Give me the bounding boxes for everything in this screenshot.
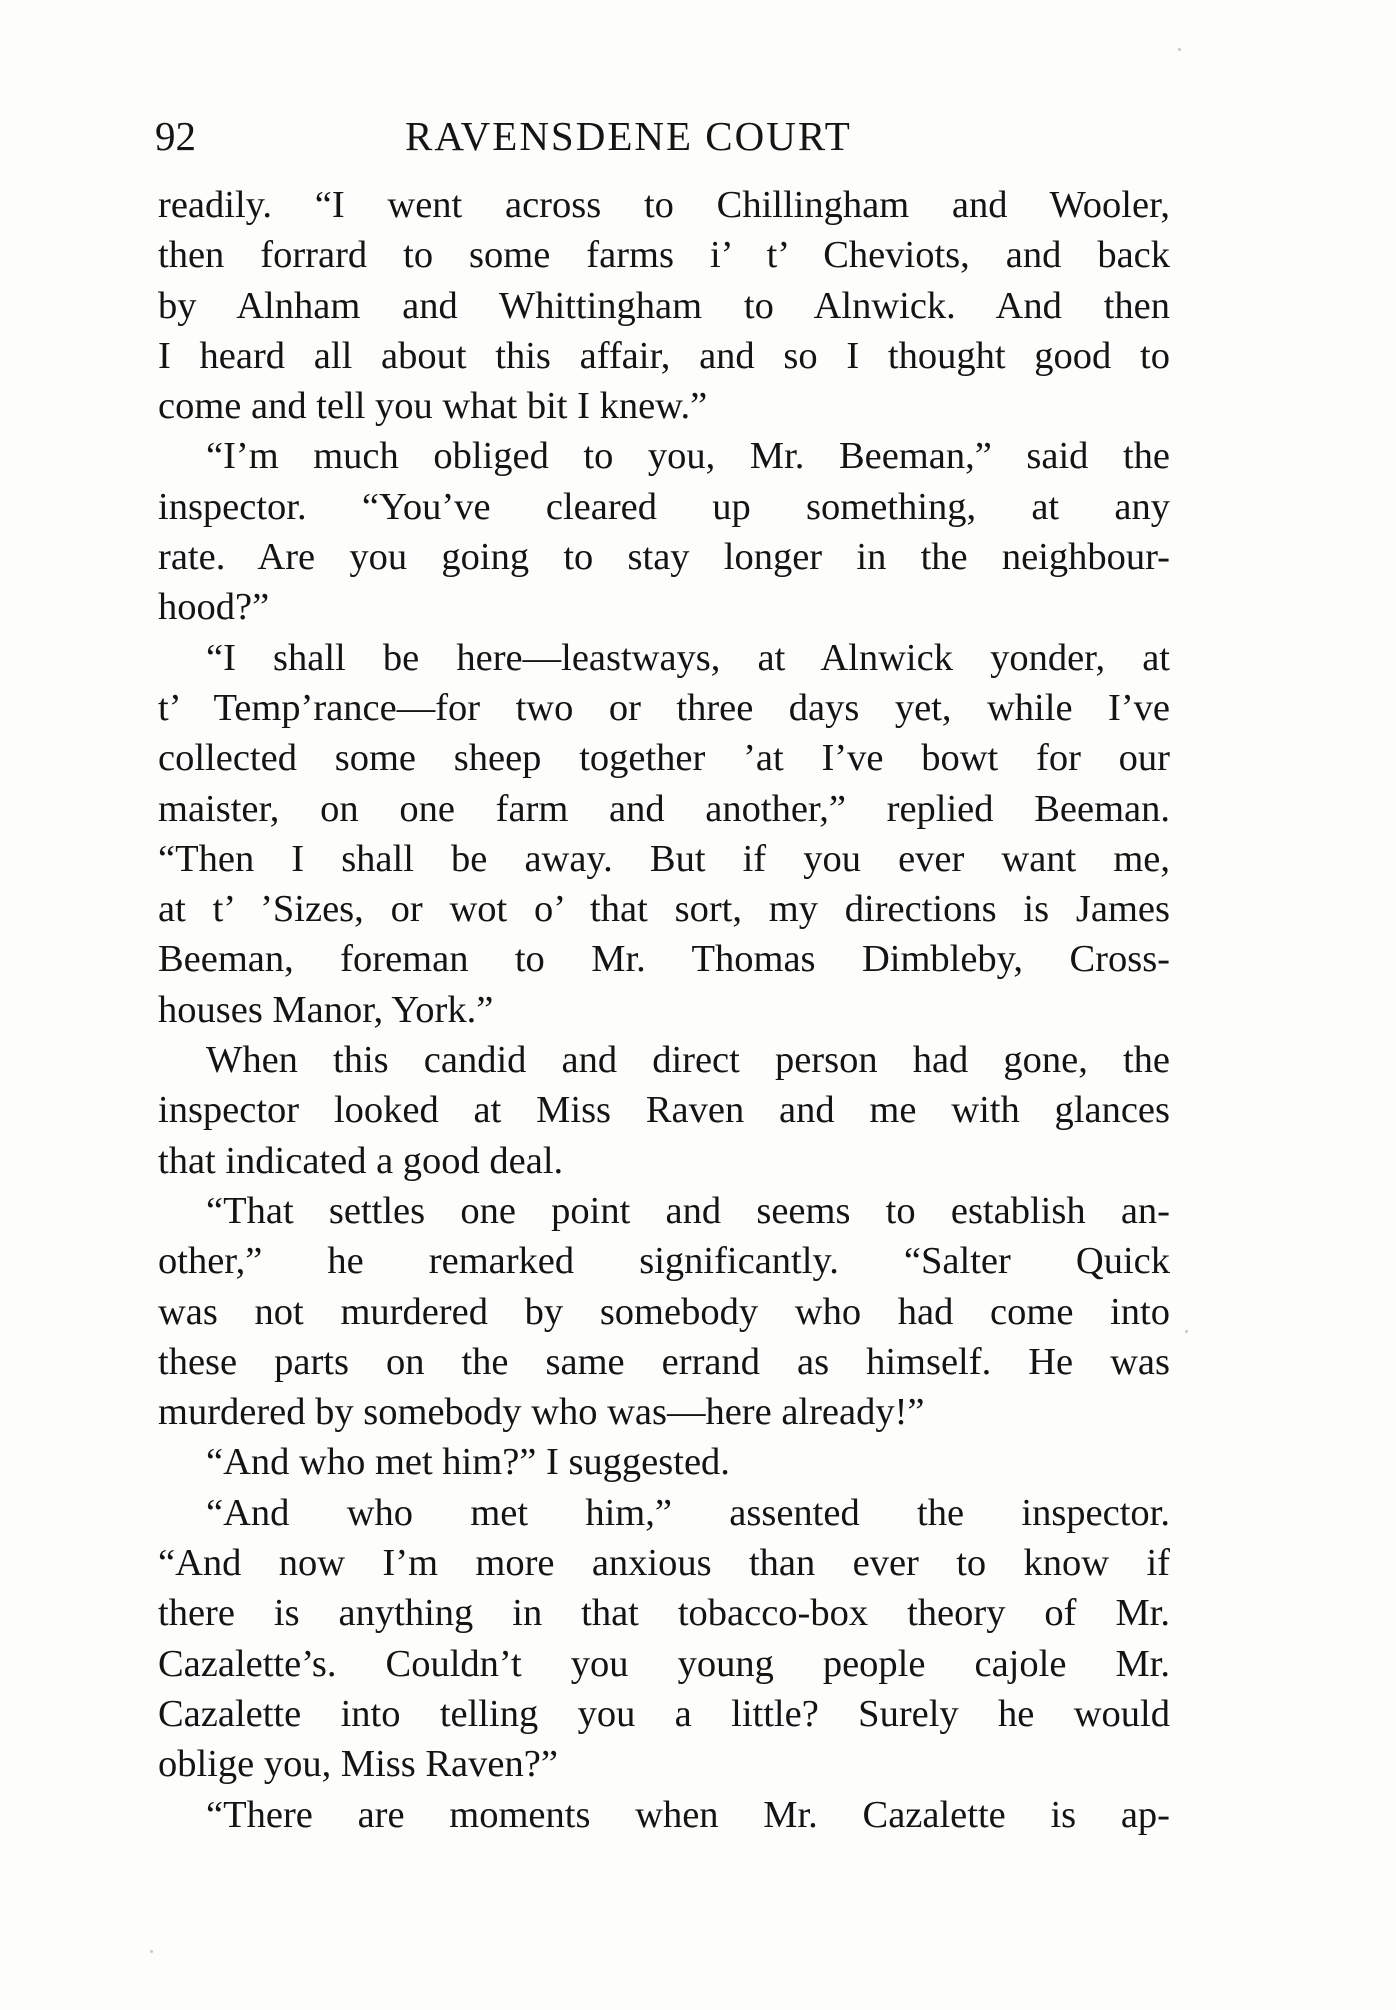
text-line: t’ Temp’rance—for two or three days yet, while I’ve bbox=[158, 686, 1170, 729]
text-line: houses Manor, York.” bbox=[158, 988, 494, 1031]
text-line: “There are moments when Mr. Cazalette is ap- bbox=[206, 1793, 1170, 1836]
text-line: oblige you, Miss Raven?” bbox=[158, 1743, 558, 1786]
text-line: I heard all about this affair, and so I thought good to bbox=[158, 334, 1170, 377]
page-header bbox=[155, 112, 1165, 172]
text-line: rate. Are you going to stay longer in the neighbour- bbox=[158, 536, 1170, 579]
text-line: these parts on the same errand as himself. He was bbox=[158, 1340, 1170, 1383]
text-line: inspector looked at Miss Raven and me with glances bbox=[158, 1089, 1170, 1132]
text-line: that indicated a good deal. bbox=[158, 1139, 564, 1182]
text-line: Cazalette’s. Couldn’t you young people cajole Mr. bbox=[158, 1642, 1170, 1685]
text-line: by Alnham and Whittingham to Alnwick. And then bbox=[158, 284, 1170, 327]
text-line: “That settles one point and seems to establish an- bbox=[206, 1189, 1170, 1232]
text-line: readily. “I went across to Chillingham and Wooler, bbox=[158, 184, 1170, 226]
text-line: was not murdered by somebody who had come into bbox=[158, 1290, 1170, 1333]
text-line: murdered by somebody who was—here already!” bbox=[158, 1391, 925, 1434]
text-line: other,” he remarked significantly. “Salter Quick bbox=[158, 1240, 1170, 1283]
text-line: at t’ ’Sizes, or wot o’ that sort, my directions is James bbox=[158, 888, 1170, 931]
text-line: Beeman, foreman to Mr. Thomas Dimbleby, Cross- bbox=[158, 938, 1170, 981]
paper-speck bbox=[150, 1950, 153, 1953]
running-title: RAVENSDENE COURT bbox=[405, 113, 852, 159]
page-number: 92 bbox=[155, 113, 196, 159]
text-line: then forrard to some farms i’ t’ Cheviots, and back bbox=[158, 234, 1170, 277]
text-line: “And now I’m more anxious than ever to know if bbox=[158, 1542, 1170, 1585]
text-line: come and tell you what bit I knew.” bbox=[158, 385, 708, 428]
text-line: hood?” bbox=[158, 586, 270, 629]
text-line: Cazalette into telling you a little? Surely he would bbox=[158, 1692, 1170, 1735]
paper-speck bbox=[1178, 48, 1181, 51]
body-text bbox=[158, 180, 1170, 1840]
text-line: When this candid and direct person had gone, the bbox=[206, 1039, 1170, 1082]
text-line: maister, on one farm and another,” replied Beeman. bbox=[158, 787, 1170, 830]
text-line: “Then I shall be away. But if you ever want me, bbox=[158, 837, 1170, 880]
text-line: “I’m much obliged to you, Mr. Beeman,” said the bbox=[206, 435, 1170, 478]
text-line: “And who met him,” assented the inspector. bbox=[206, 1491, 1170, 1534]
text-line: there is anything in that tobacco-box theory of Mr. bbox=[158, 1592, 1170, 1635]
text-line: “I shall be here—leastways, at Alnwick yonder, at bbox=[206, 636, 1170, 679]
text-line: “And who met him?” I suggested. bbox=[206, 1441, 730, 1484]
text-line: inspector. “You’ve cleared up something, at any bbox=[158, 485, 1170, 528]
paper-speck bbox=[1185, 1330, 1188, 1333]
text-line: collected some sheep together ’at I’ve bowt for our bbox=[158, 737, 1170, 780]
